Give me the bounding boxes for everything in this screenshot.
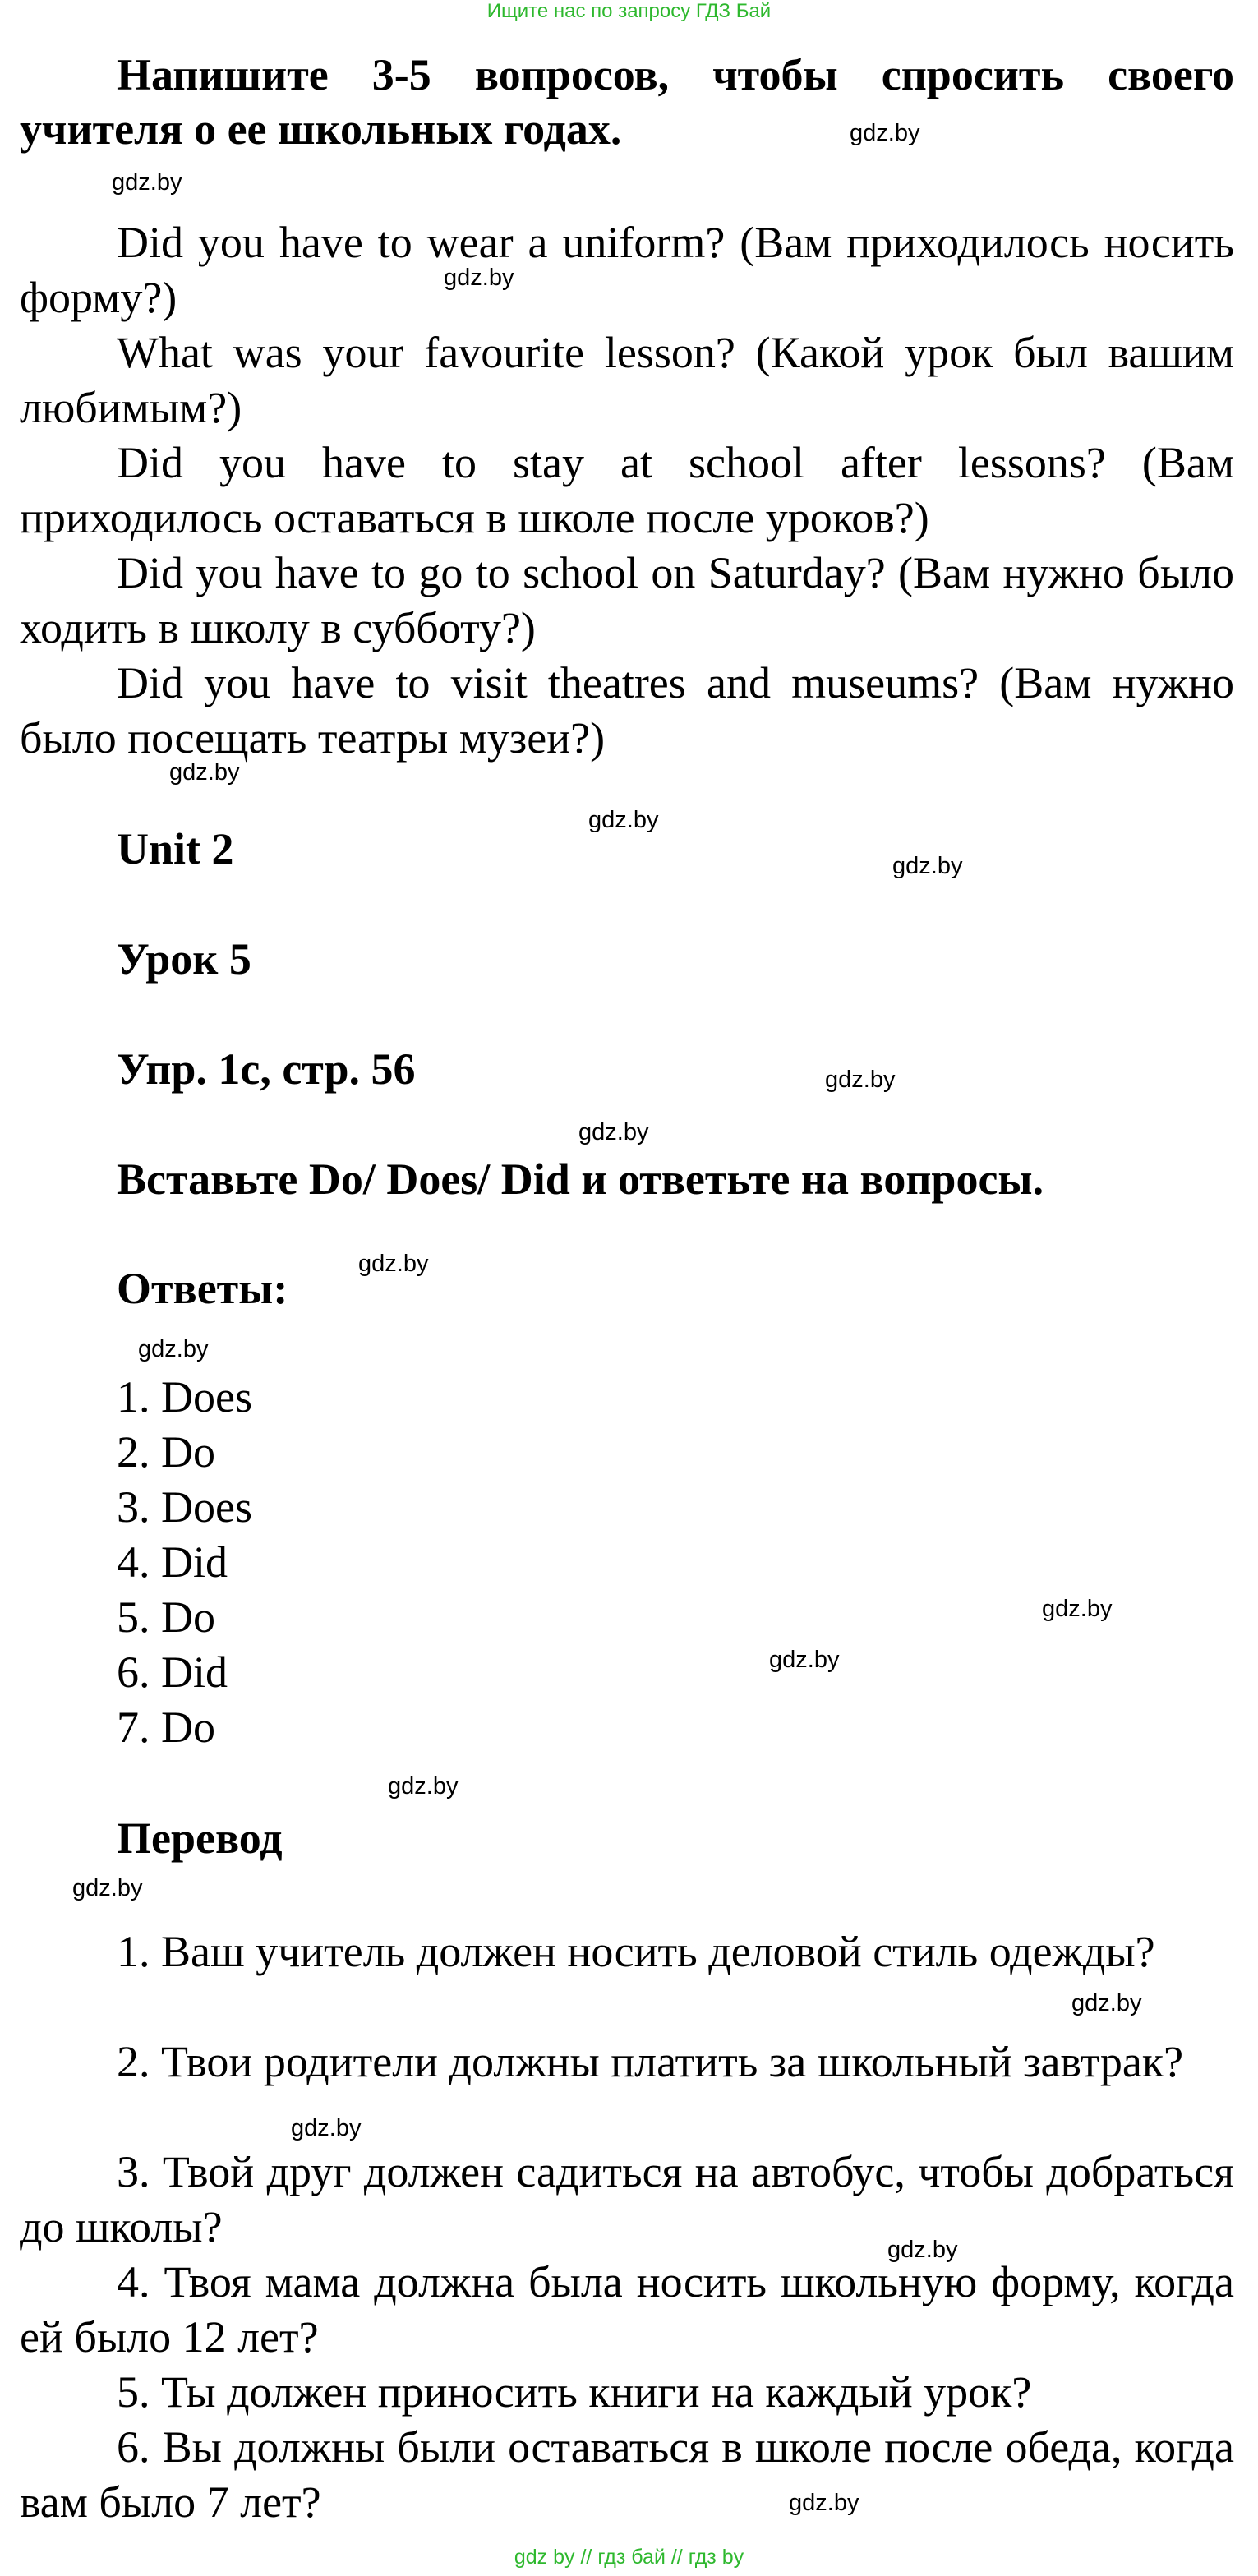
- intro-heading: Напишите 3-5 вопросов, чтобы спросить своего учителя о ее школьных годах.: [20, 50, 1234, 154]
- watermark: gdz.by: [887, 2237, 958, 2263]
- question-5: Did you have to visit theatres and museums? (Вам нужно было посещать театры музеи?): [20, 658, 1234, 763]
- watermark: gdz.by: [138, 1336, 209, 1362]
- task-heading: Вставьте Do/ Does/ Did и ответьте на вопросы.: [117, 1154, 1044, 1204]
- translation-label: Перевод: [117, 1813, 283, 1863]
- answers-list: [117, 1370, 252, 1755]
- watermark: gdz.by: [1071, 1990, 1142, 2016]
- question-4: Did you have to go to school on Saturday? (Вам нужно было ходить в школу в субботу?): [20, 548, 1234, 652]
- translation-1: 1. Ваш учитель должен носить деловой стиль одежды?: [117, 1927, 1155, 1976]
- translation-5: 5. Ты должен приносить книги на каждый урок?: [117, 2367, 1032, 2417]
- exercise-heading: Упр. 1с, стр. 56: [117, 1044, 416, 1094]
- unit-heading: Unit 2: [117, 824, 234, 873]
- translation-6: 6. Вы должны были оставаться в школе после обеда, когда вам было 7 лет?: [20, 2422, 1234, 2527]
- watermark: gdz.by: [578, 1119, 649, 1145]
- answer-item: 5. Do: [117, 1592, 215, 1642]
- watermark: gdz.by: [892, 853, 963, 879]
- question-1: Did you have to wear a uniform? (Вам приходилось носить форму?): [20, 218, 1234, 322]
- watermark: gdz.by: [72, 1875, 143, 1901]
- question-3: Did you have to stay at school after lessons? (Вам приходилось оставаться в школе после уроков?): [20, 438, 1234, 542]
- bottom-banner[interactable]: gdz by // гдз бай // гдз by: [514, 2546, 744, 2569]
- answer-item: 1. Does: [117, 1372, 252, 1422]
- watermark: gdz.by: [169, 759, 240, 786]
- watermark: gdz.by: [789, 2490, 859, 2516]
- translation-3: 3. Твой друг должен садиться на автобус, чтобы добраться до школы?: [20, 2147, 1234, 2251]
- watermark: gdz.by: [388, 1773, 459, 1800]
- watermark: gdz.by: [1042, 1596, 1113, 1622]
- translation-2: 2. Твои родители должны платить за школьный завтрак?: [117, 2037, 1184, 2086]
- watermark: gdz.by: [769, 1647, 840, 1673]
- answer-item: 7. Do: [117, 1703, 215, 1752]
- answer-item: 2. Do: [117, 1427, 215, 1477]
- watermark: gdz.by: [825, 1067, 896, 1093]
- question-2: What was your favourite lesson? (Какой урок был вашим любимым?): [20, 328, 1234, 432]
- watermark: gdz.by: [112, 169, 182, 196]
- answer-item: 6. Did: [117, 1647, 228, 1697]
- lesson-heading: Урок 5: [117, 934, 251, 984]
- top-banner[interactable]: Ищите нас по запросу ГДЗ Бай: [486, 0, 772, 22]
- translation-4: 4. Твоя мама должна была носить школьную форму, когда ей было 12 лет?: [20, 2257, 1234, 2362]
- watermark: gdz.by: [291, 2115, 362, 2141]
- watermark: gdz.by: [358, 1251, 429, 1277]
- watermark: gdz.by: [850, 120, 920, 146]
- watermark: gdz.by: [588, 807, 659, 833]
- answer-item: 3. Does: [117, 1482, 252, 1532]
- answers-label: Ответы:: [117, 1264, 288, 1313]
- watermark: gdz.by: [444, 265, 514, 291]
- answer-item: 4. Did: [117, 1537, 228, 1587]
